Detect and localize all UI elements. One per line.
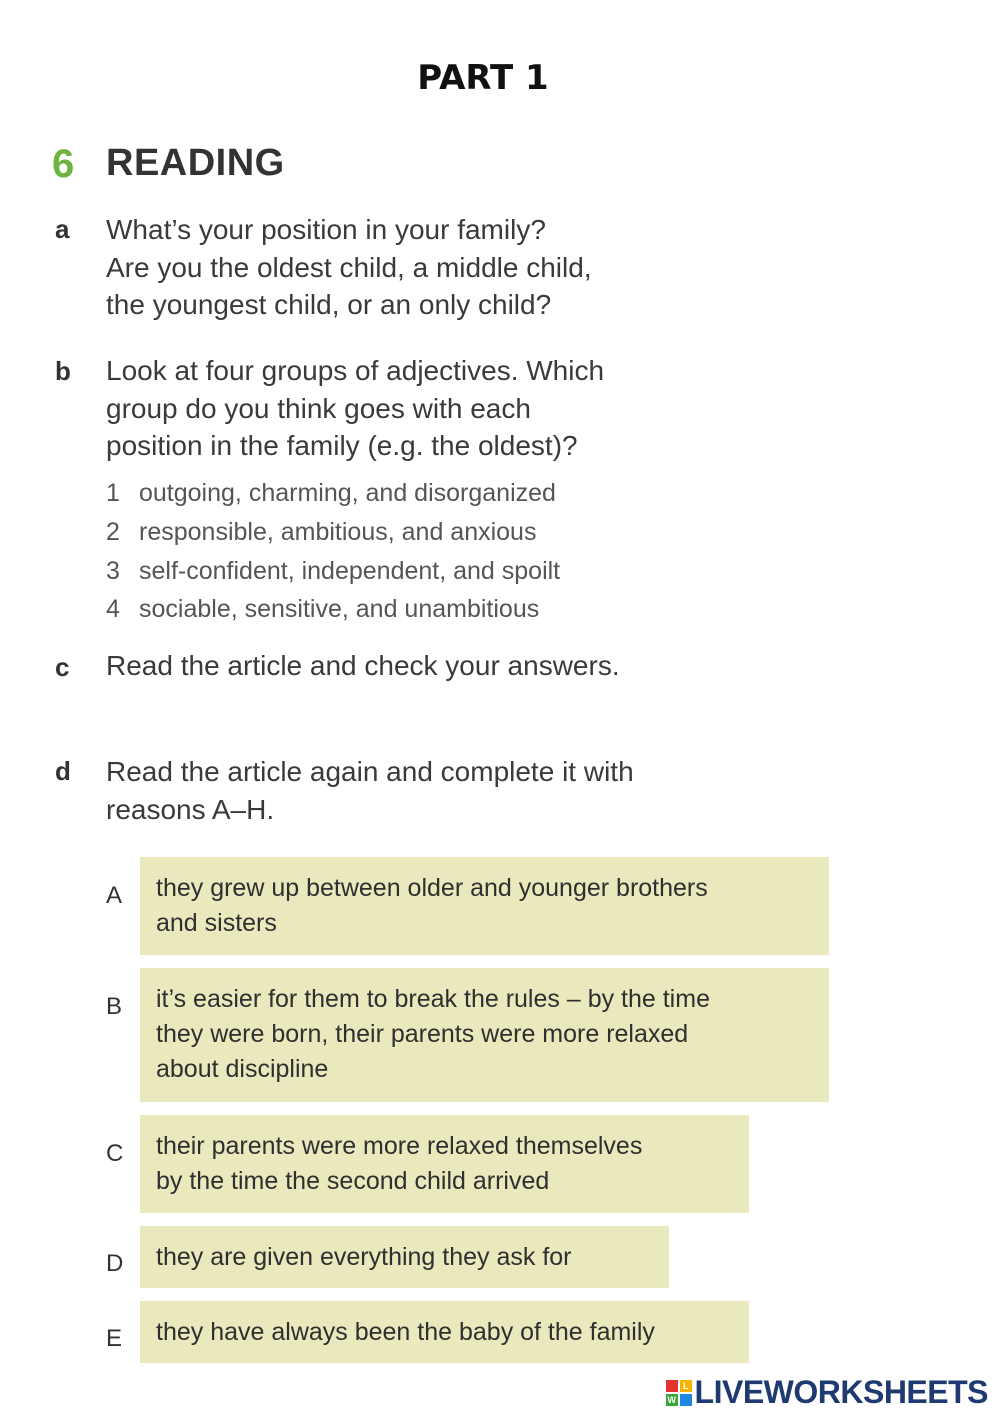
reason-line: and sisters	[156, 909, 277, 937]
reason-c-letter: C	[106, 1140, 124, 1167]
option-1	[106, 479, 556, 508]
question-line: the youngest child, or an only child?	[106, 289, 552, 320]
reason-b-letter: B	[106, 993, 123, 1020]
reason-c-box	[140, 1115, 749, 1213]
reason-a-letter: A	[106, 882, 123, 909]
reason-line: it’s easier for them to break the rules – by the time	[156, 985, 710, 1013]
question-line: Look at four groups of adjectives. Which	[106, 355, 605, 386]
question-d-letter: d	[55, 756, 71, 786]
question-line: Read the article again and complete it with	[106, 756, 634, 787]
option-text: outgoing, charming, and disorganized	[139, 479, 556, 507]
section-number: 6	[52, 142, 75, 186]
option-4	[106, 595, 539, 624]
option-number: 3	[106, 557, 120, 585]
reason-line: they have always been the baby of the family	[156, 1318, 655, 1346]
reason-line: they were born, their parents were more relaxed	[156, 1020, 689, 1048]
question-a-text	[106, 211, 592, 324]
question-c-letter: c	[55, 652, 70, 682]
reason-e-letter: E	[106, 1325, 123, 1352]
option-number: 2	[106, 518, 120, 546]
question-line: position in the family (e.g. the oldest)?	[106, 430, 578, 461]
liveworksheets-logo-text: LIVEWORKSHEETS	[694, 1374, 988, 1410]
logo-square: L	[680, 1380, 692, 1392]
question-a-letter: a	[55, 214, 70, 244]
question-line: group do you think goes with each	[106, 392, 531, 424]
question-line: What’s your position in your family?	[106, 214, 546, 245]
reason-line: their parents were more relaxed themselves	[156, 1132, 643, 1160]
question-b-letter: b	[55, 356, 71, 386]
reason-line: they grew up between older and younger brothers	[156, 874, 708, 902]
reason-line: by the time the second child arrived	[156, 1167, 550, 1195]
reason-d-box	[140, 1226, 669, 1288]
option-number: 4	[106, 595, 120, 623]
option-text: sociable, sensitive, and unambitious	[139, 595, 540, 623]
option-number: 1	[106, 479, 120, 507]
question-b-text	[106, 352, 604, 465]
question-line: Are you the oldest child, a middle child,	[106, 251, 592, 283]
reason-b-box	[140, 968, 829, 1102]
question-d-text	[106, 753, 634, 828]
reason-d-letter: D	[106, 1250, 124, 1277]
liveworksheets-logo	[666, 1374, 988, 1411]
logo-square	[666, 1380, 678, 1392]
option-text: self-confident, independent, and spoilt	[139, 557, 561, 585]
reason-line: about discipline	[156, 1055, 329, 1083]
logo-square	[680, 1394, 692, 1406]
logo-square: W	[667, 1394, 676, 1405]
section-title: READING	[106, 142, 285, 184]
reason-line: they are given everything they ask for	[156, 1243, 572, 1271]
option-2	[106, 518, 536, 547]
question-line: reasons A–H.	[106, 793, 275, 825]
option-3	[106, 557, 560, 586]
question-c-text	[106, 647, 620, 685]
question-line: Read the article and check your answers.	[106, 650, 620, 681]
option-text: responsible, ambitious, and anxious	[139, 518, 537, 546]
part-title: PART 1	[417, 58, 549, 98]
liveworksheets-logo-icon	[666, 1380, 692, 1406]
reason-a-box	[140, 857, 829, 955]
reason-e-box	[140, 1301, 749, 1363]
